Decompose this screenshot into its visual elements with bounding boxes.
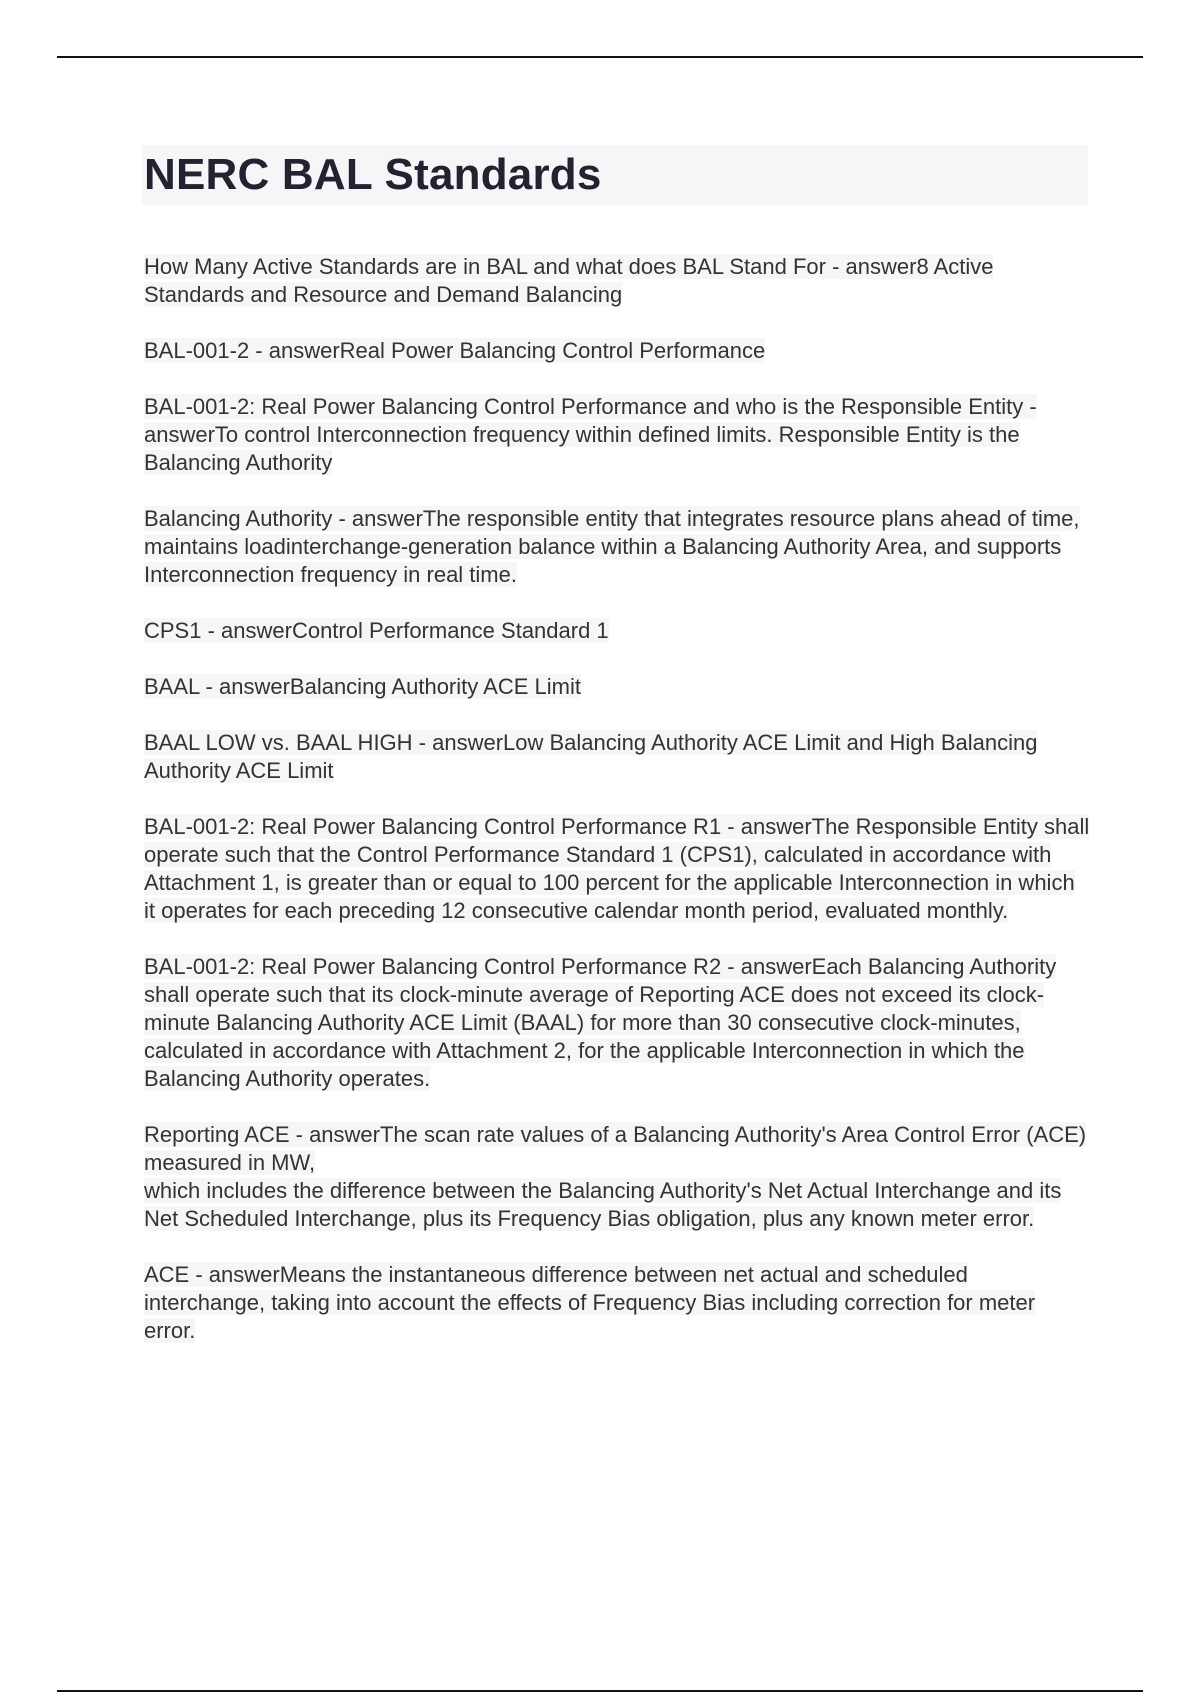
qa-text: BAL-001-2: Real Power Balancing Control Performance R1 - answerThe Responsible Entity shall operate such that the Control Performance Standard 1 (CPS1), calculated in accordance with Attachment 1, is greater than or equal to 100 percent for the applicable Interconnection in which it operates for each preceding 12 consecutive calendar month period, evaluated monthly. [144, 814, 1090, 923]
qa-text: Balancing Authority - answerThe responsible entity that integrates resource plans ahead of time, maintains loadinterchange-generation balance within a Balancing Authority Area, and supports Interconnection frequency in real time. [144, 506, 1080, 587]
qa-text: ACE - answerMeans the instantaneous difference between net actual and scheduled interchange, taking into account the effects of Frequency Bias including correction for meter error. [144, 1262, 1036, 1343]
qa-item [144, 673, 1090, 701]
title-block [142, 145, 1088, 205]
qa-item [144, 505, 1090, 589]
qa-item [144, 813, 1090, 925]
document-body [144, 145, 1090, 1373]
qa-text: Reporting ACE - answerThe scan rate values of a Balancing Authority's Area Control Error (ACE) measured in MW, which includes the difference between the Balancing Authority's Net Actual Interchange and its Net Scheduled Interchange, plus its Frequency Bias obligation, plus any known meter error. [144, 1122, 1087, 1231]
page-title: NERC BAL Standards [144, 150, 602, 199]
qa-item [144, 1121, 1090, 1233]
qa-item [144, 337, 1090, 365]
qa-text: BAL-001-2: Real Power Balancing Control Performance R2 - answerEach Balancing Authority shall operate such that its clock-minute average of Reporting ACE does not exceed its clock-minute Balancing Authority ACE Limit (BAAL) for more than 30 consecutive clock-minutes, calculated in accordance with Attachment 2, for the applicable Interconnection in which the Balancing Authority operates. [144, 954, 1057, 1091]
qa-text: BAAL LOW vs. BAAL HIGH - answerLow Balancing Authority ACE Limit and High Balancing Authority ACE Limit [144, 730, 1038, 783]
header-rule [57, 56, 1143, 58]
qa-item [144, 617, 1090, 645]
qa-text: CPS1 - answerControl Performance Standard 1 [144, 618, 609, 643]
qa-item [144, 253, 1090, 309]
qa-item [144, 953, 1090, 1093]
qa-text: BAL-001-2: Real Power Balancing Control Performance and who is the Responsible Entity - answerTo control Interconnection frequency within defined limits. Responsible Entity is the Balancing Authority [144, 394, 1037, 475]
qa-item [144, 729, 1090, 785]
qa-text: BAL-001-2 - answerReal Power Balancing Control Performance [144, 338, 766, 363]
qa-item [144, 393, 1090, 477]
qa-text: BAAL - answerBalancing Authority ACE Limit [144, 674, 581, 699]
qa-item [144, 1261, 1090, 1345]
qa-text: How Many Active Standards are in BAL and what does BAL Stand For - answer8 Active Standards and Resource and Demand Balancing [144, 254, 994, 307]
qa-list [144, 253, 1090, 1345]
footer-rule [57, 1690, 1143, 1692]
